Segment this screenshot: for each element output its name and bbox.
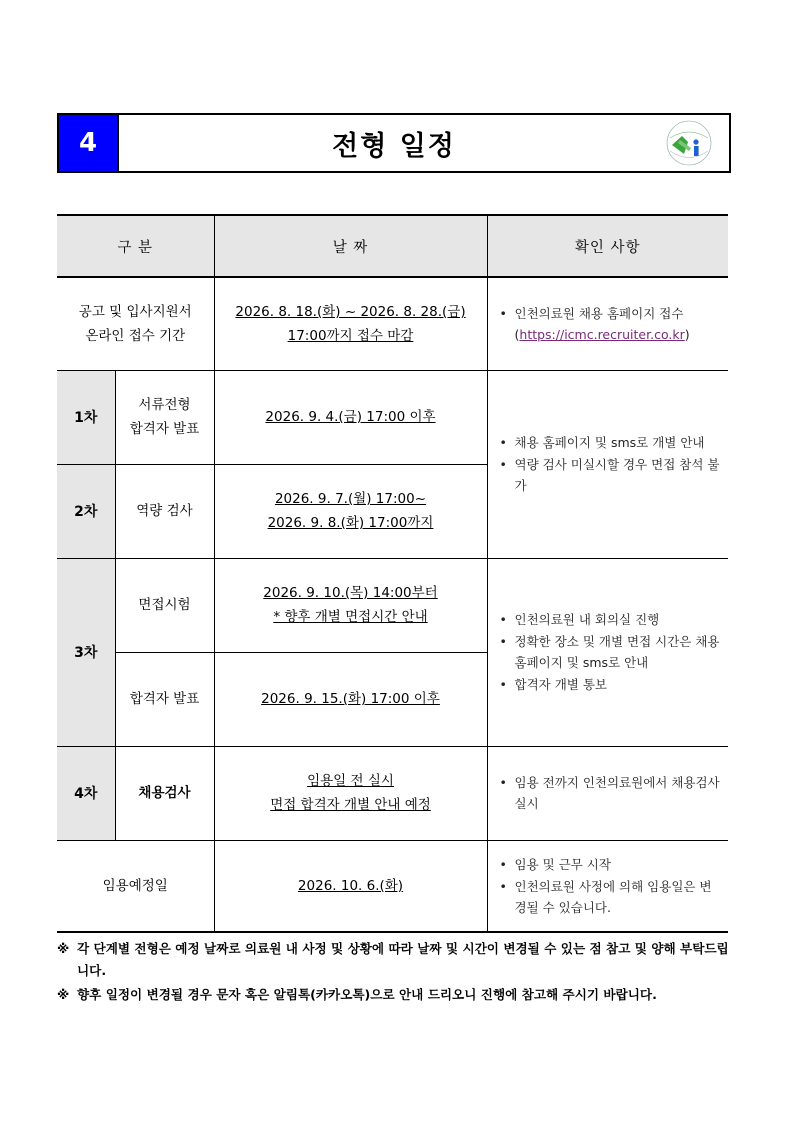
table-row bbox=[57, 558, 728, 652]
row-category: 합격자 발표 bbox=[115, 652, 214, 746]
step-label: 3차 bbox=[57, 558, 115, 746]
section-number: 4 bbox=[59, 115, 119, 171]
step-label: 1차 bbox=[57, 370, 115, 464]
row-category: 역량 검사 bbox=[115, 464, 214, 558]
table-row bbox=[57, 277, 728, 370]
step-label: 4차 bbox=[57, 746, 115, 840]
section-title: 전형 일정 bbox=[332, 130, 456, 162]
row-notes: • 임용 전까지 인천의료원에서 채용검사 실시 bbox=[487, 746, 728, 840]
row-category: 서류전형 합격자 발표 bbox=[115, 370, 214, 464]
row-notes: • 인천의료원 내 회의실 진행 • 정확한 장소 및 개별 면접 시간은 채용 홈페이지 및 sms로 안내 • 합격자 개별 통보 bbox=[487, 558, 728, 746]
header-category: 구 분 bbox=[57, 215, 214, 277]
row-date: 2026. 9. 4.(금) 17:00 이후 bbox=[214, 370, 487, 464]
footnote: ※ 각 단계별 전형은 예정 날짜로 의료원 내 사정 및 상황에 따라 날짜 및 시간이 변경될 수 있는 점 참고 및 양해 부탁드립니다. bbox=[57, 941, 729, 978]
row-notes: • 임용 및 근무 시작 • 인천의료원 사정에 의해 임용일은 변경될 수 있습니다. bbox=[487, 840, 728, 932]
row-date: 2026. 8. 18.(화) ~ 2026. 8. 28.(금) 17:00까지 접수 마감 bbox=[214, 277, 487, 370]
row-date: 2026. 9. 15.(화) 17:00 이후 bbox=[214, 652, 487, 746]
table-row bbox=[57, 370, 728, 464]
footnote: ※ 향후 일정이 변경될 경우 문자 혹은 알림톡(카카오톡)으로 안내 드리오니 진행에 참고해 주시기 바랍니다. bbox=[57, 987, 657, 1002]
row-date: 임용일 전 실시 면접 합격자 개별 안내 예정 bbox=[214, 746, 487, 840]
step-label: 2차 bbox=[57, 464, 115, 558]
table-header-row bbox=[57, 215, 728, 277]
row-date: 2026. 10. 6.(화) bbox=[214, 840, 487, 932]
header-notes: 확인 사항 bbox=[487, 215, 728, 277]
row-category: 채용검사 bbox=[115, 746, 214, 840]
schedule-table bbox=[57, 214, 728, 933]
row-notes: • 인천의료원 채용 홈페이지 접수 (https://icmc.recruiter.co.kr) bbox=[487, 277, 728, 370]
row-date: 2026. 9. 7.(월) 17:00~ 2026. 9. 8.(화) 17:00까지 bbox=[214, 464, 487, 558]
row-notes: • 채용 홈페이지 및 sms로 개별 안내 • 역량 검사 미실시할 경우 면접 참석 불가 bbox=[487, 370, 728, 558]
header-date: 날 짜 bbox=[214, 215, 487, 277]
incheon-medical-center-logo-icon bbox=[649, 115, 729, 171]
table-row bbox=[57, 746, 728, 840]
row-date: 2026. 9. 10.(목) 14:00부터 * 향후 개별 면접시간 안내 bbox=[214, 558, 487, 652]
table-row bbox=[57, 840, 728, 932]
section-header bbox=[57, 113, 731, 173]
row-category: 임용예정일 bbox=[57, 840, 214, 932]
row-category: 면접시험 bbox=[115, 558, 214, 652]
row-category: 공고 및 입사지원서 온라인 접수 기간 bbox=[57, 277, 214, 370]
footnotes bbox=[57, 938, 737, 1008]
recruit-homepage-link[interactable]: https://icmc.recruiter.co.kr bbox=[519, 326, 685, 342]
